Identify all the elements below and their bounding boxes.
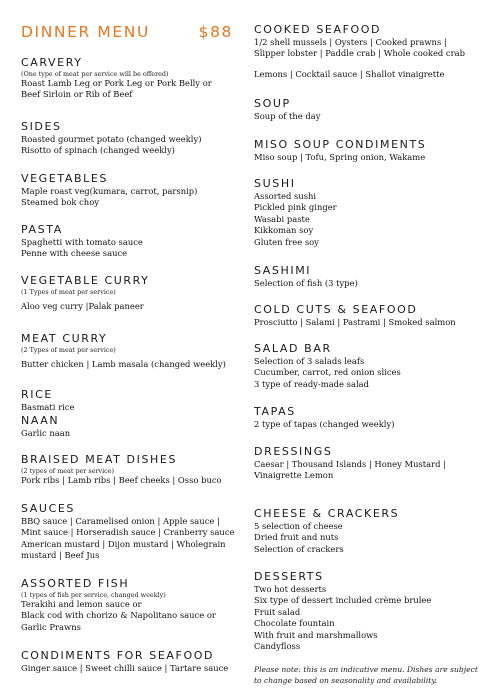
section-vegetable-curry — [21, 274, 247, 312]
section-soup — [254, 97, 480, 122]
section-heading: MEAT CURRY — [21, 332, 108, 345]
section-heading: CHEESE & CRACKERS — [254, 507, 400, 520]
menu-line: With fruit and marshmallows — [254, 629, 378, 640]
section-heading: COLD CUTS & SEAFOOD — [254, 303, 418, 316]
menu-line: Ginger sauce | Sweet chilli sauce | Tartare sauce — [21, 663, 229, 673]
section-heading: SUSHI — [254, 177, 296, 190]
section-heading: DESSERTS — [254, 570, 324, 583]
menu-line: 2 type of tapas (changed weekly) — [254, 419, 395, 429]
menu-line: Candyfloss — [254, 641, 301, 652]
menu-line: Cucumber, carrot, red onion slices — [254, 367, 401, 378]
menu-line: Fruit salad — [254, 606, 301, 617]
section-heading: NAAN — [21, 414, 60, 427]
menu-line: Beef Sirloin or Rib of Beef — [21, 89, 133, 100]
menu-line: Assorted sushi — [254, 191, 317, 201]
section-braised-meat — [21, 453, 247, 486]
section-note: (1 types of fish per service, changed weekly) — [21, 591, 166, 599]
section-pasta — [21, 223, 247, 260]
menu-line: Pork ribs | Lamb ribs | Beef cheeks | Osso buco — [21, 475, 222, 485]
menu-line: Roast Lamb Leg or Pork Leg or Pork Belly or — [21, 78, 212, 88]
menu-line: Gluten free soy — [254, 236, 319, 247]
section-heading: TAPAS — [254, 405, 296, 418]
menu-line: American mustard | Dijon mustard | Wholegrain — [21, 538, 226, 549]
menu-line: Vinaigrette Lemon — [254, 470, 334, 481]
menu-line: Slipper lobster | Paddle crab | Whole cooked crab — [254, 48, 465, 59]
section-vegetables — [21, 172, 247, 209]
section-note: (One type of meat per service will be offered) — [21, 70, 169, 78]
menu-line: Selection of 3 salads leafs — [254, 356, 365, 366]
section-heading: ASSORTED FISH — [21, 577, 130, 590]
section-heading: SAUCES — [21, 502, 75, 515]
menu-line: Terakihi and lemon sauce or — [21, 599, 142, 609]
menu-line: Butter chicken | Lamb masala (changed weekly) — [21, 359, 226, 369]
menu-line: Wasabi paste — [254, 213, 310, 224]
section-heading: VEGETABLE CURRY — [21, 274, 150, 287]
section-desserts — [254, 570, 480, 652]
cooked-seafood-extras — [254, 69, 480, 80]
menu-line: Prosciutto | Salami | Pastrami | Smoked salmon — [254, 317, 456, 327]
section-heading: SALAD BAR — [254, 342, 332, 355]
menu-line: Six type of dessert included crème brulee — [254, 595, 432, 606]
section-condiments-seafood — [21, 649, 247, 674]
section-carvery — [21, 56, 247, 101]
section-sashimi — [254, 264, 480, 289]
section-cooked-seafood — [254, 23, 480, 60]
section-sides — [21, 120, 247, 157]
section-heading: MISO SOUP CONDIMENTS — [254, 138, 427, 151]
section-meat-curry — [21, 332, 247, 370]
section-heading: COOKED SEAFOOD — [254, 23, 382, 36]
menu-line: Caesar | Thousand Islands | Honey Mustard | — [254, 459, 446, 469]
disclaimer-line: Please note: this is an indicative menu. Dishes are subject — [254, 665, 478, 674]
menu-line: Pickled pink ginger — [254, 202, 337, 213]
section-note: (2 Types of meat per service) — [21, 346, 116, 354]
menu-line: Spaghetti with tomato sauce — [21, 237, 143, 247]
menu-line: Penne with cheese sauce — [21, 248, 128, 259]
section-tapas — [254, 405, 480, 430]
section-heading: BRAISED MEAT DISHES — [21, 453, 178, 466]
menu-line: 1/2 shell mussels | Oysters | Cooked prawns | — [254, 37, 447, 47]
menu-line: 3 type of ready-made salad — [254, 378, 369, 389]
section-heading: RICE — [21, 388, 53, 401]
menu-line: mustard | Beef Jus — [21, 550, 100, 561]
menu-line: Garlic naan — [21, 428, 71, 438]
menu-line: Black cod with chorizo & Napolitano sauce or — [21, 610, 216, 621]
menu-line: Soup of the day — [254, 111, 321, 121]
section-salad-bar — [254, 342, 480, 390]
section-sushi — [254, 177, 480, 248]
menu-line: Selection of crackers — [254, 543, 344, 554]
menu-line: BBQ sauce | Caramelised onion | Apple sauce | — [21, 516, 220, 526]
section-note: (1 Types of meat per service) — [21, 288, 116, 296]
menu-line: Chocolate fountain — [254, 618, 335, 629]
section-miso-soup — [254, 138, 480, 163]
menu-line: Maple roast veg(kumara, carrot, parsnip) — [21, 186, 198, 196]
section-heading: VEGETABLES — [21, 172, 108, 185]
menu-line: Selection of fish (3 type) — [254, 278, 358, 288]
menu-title: DINNER MENU — [21, 23, 150, 41]
section-assorted-fish — [21, 577, 247, 633]
disclaimer — [254, 664, 480, 686]
section-dressings — [254, 445, 480, 482]
section-cold-cuts — [254, 303, 480, 328]
menu-line: 5 selection of cheese — [254, 521, 343, 531]
section-heading: CARVERY — [21, 56, 83, 69]
section-heading: DRESSINGS — [254, 445, 333, 458]
section-heading: SASHIMI — [254, 264, 312, 277]
menu-line: Kikkoman soy — [254, 225, 314, 236]
section-note: (2 types of meat per service) — [21, 467, 115, 475]
menu-price: $88 — [198, 23, 233, 41]
menu-line: Basmati rice — [21, 402, 75, 412]
section-heading: SOUP — [254, 97, 291, 110]
menu-header — [21, 23, 247, 41]
section-sauces — [21, 502, 247, 562]
disclaimer-line: to change based on seasonality and availability. — [254, 676, 438, 685]
menu-line: Miso soup | Tofu, Spring onion, Wakame — [254, 152, 426, 162]
menu-line: Dried fruit and nuts — [254, 532, 339, 543]
menu-line: Lemons | Cocktail sauce | Shallot vinaigrette — [254, 69, 445, 79]
section-naan — [21, 414, 247, 439]
menu-line: Mint sauce | Horseradish sauce | Cranberry sauce — [21, 527, 235, 538]
section-heading: CONDIMENTS FOR SEAFOOD — [21, 649, 215, 662]
section-heading: PASTA — [21, 223, 63, 236]
section-rice — [21, 388, 247, 413]
menu-line: Roasted gourmet potato (changed weekly) — [21, 134, 202, 144]
section-cheese-crackers — [254, 507, 480, 555]
menu-line: Risotto of spinach (changed weekly) — [21, 145, 175, 156]
menu-line: Garlic Prawns — [21, 621, 81, 632]
menu-line: Aloo veg curry |Palak paneer — [21, 301, 144, 311]
section-heading: SIDES — [21, 120, 62, 133]
menu-line: Steamed bok choy — [21, 197, 99, 208]
menu-line: Two hot desserts — [254, 584, 327, 594]
